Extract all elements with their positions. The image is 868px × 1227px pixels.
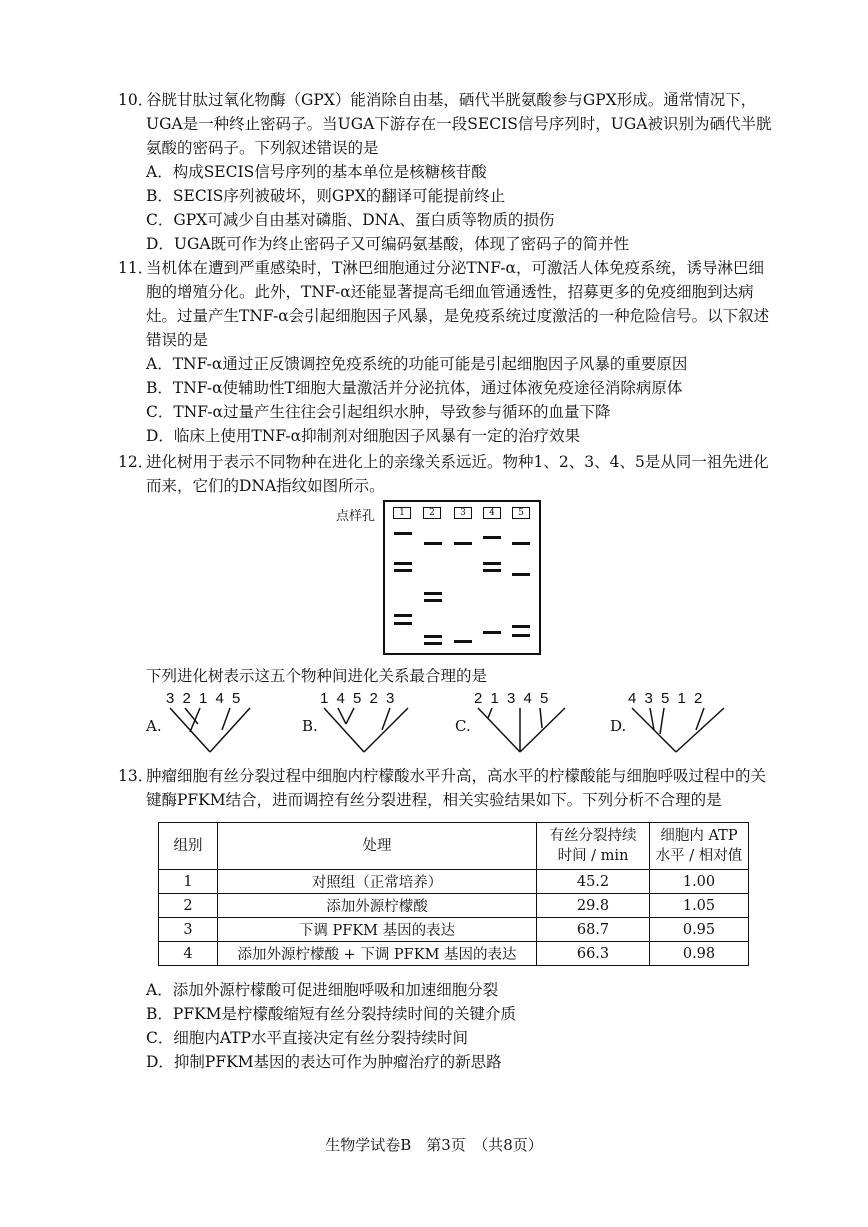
gel-band <box>454 542 472 545</box>
question-10 <box>118 88 778 256</box>
tree-option-c-letter: C. <box>455 717 471 735</box>
tree-option-b-letter: B. <box>302 717 318 735</box>
gel-band <box>512 625 530 628</box>
tree-option-d-letter: D. <box>610 717 627 735</box>
option-d: D．抑制PFKM基因的表达可作为肿瘤治疗的新思路 <box>146 1053 502 1071</box>
gel-band <box>394 569 412 572</box>
question-number: 10． <box>118 91 154 109</box>
gel-band <box>512 542 530 545</box>
cell-duration: 29.8 <box>537 894 650 918</box>
option-a: A．构成SECIS信号序列的基本单位是核糖核苷酸 <box>146 163 487 181</box>
tree-option-a-letter: A. <box>146 717 162 735</box>
option-b: B．TNF-α使辅助性T细胞大量激活并分泌抗体，通过体液免疫途径消除病原体 <box>146 379 683 397</box>
cell-group: 3 <box>159 918 218 942</box>
cell-group: 1 <box>159 870 218 894</box>
well-4: 4 <box>483 507 501 519</box>
gel-band <box>512 634 530 637</box>
header-group: 组别 <box>159 823 218 870</box>
tree-prompt: 下列进化树表示这五个物种间进化关系最合理的是 <box>146 667 488 685</box>
table-row <box>159 918 749 942</box>
option-c: C．GPX可减少自由基对磷脂、DNA、蛋白质等物质的损伤 <box>146 211 555 229</box>
table-header-row <box>159 823 749 870</box>
results-table <box>158 822 749 966</box>
page-footer: 生物学试卷B 第3页 （共8页） <box>325 1136 543 1154</box>
option-a: A．TNF-α通过正反馈调控免疫系统的功能可能是引起细胞因子风暴的重要原因 <box>146 355 688 373</box>
gel-band <box>424 642 442 645</box>
gel-band <box>512 573 530 576</box>
question-13 <box>118 764 778 812</box>
option-c: C．细胞内ATP水平直接决定有丝分裂持续时间 <box>146 1029 468 1047</box>
gel-band <box>483 562 501 565</box>
gel-band <box>424 592 442 595</box>
option-b: B．SECIS序列被破坏，则GPX的翻译可能提前终止 <box>146 187 506 205</box>
well-3: 3 <box>454 507 472 519</box>
gel-band <box>424 599 442 602</box>
question-number: 11． <box>118 259 154 277</box>
gel-band <box>483 536 501 539</box>
gel-band <box>394 622 412 625</box>
table-row <box>159 942 749 966</box>
cell-atp: 1.00 <box>650 870 749 894</box>
option-b: B．PFKM是柠檬酸缩短有丝分裂持续时间的关键介质 <box>146 1005 517 1023</box>
gel-band <box>394 562 412 565</box>
tree-c-leaves: 2 1 3 4 5 <box>474 690 551 707</box>
question-number: 12． <box>118 453 154 471</box>
question-stem: 当机体在遭到严重感染时，T淋巴细胞通过分泌TNF-α，可激活人体免疫系统，诱导淋巴细胞的增殖分化。此外，TNF-α还能显著提高毛细血管通透性，招募更多的免疫细胞到达病灶。过量产生TNF-α会引起细胞因子风暴，是免疫系统过度激活的一种危险信号。以下叙述错误的是 <box>146 259 770 349</box>
cell-group: 4 <box>159 942 218 966</box>
option-c: C．TNF-α过量产生往往会引起组织水肿，导致参与循环的血量下降 <box>146 403 611 421</box>
table-row <box>159 870 749 894</box>
well-1: 1 <box>393 507 411 519</box>
question-12 <box>118 450 778 498</box>
tree-a-leaves: 3 2 1 4 5 <box>166 690 243 707</box>
well-2: 2 <box>423 507 441 519</box>
cell-atp: 0.98 <box>650 942 749 966</box>
question-stem: 谷胱甘肽过氧化物酶（GPX）能消除自由基，硒代半胱氨酸参与GPX形成。通常情况下，UGA是一种终止密码子。当UGA下游存在一段SECIS信号序列时，UGA被识别为硒代半胱氨酸的密码子。下列叙述错误的是 <box>146 91 772 157</box>
well-5: 5 <box>512 507 530 519</box>
gel-band <box>424 542 442 545</box>
gel-band <box>483 631 501 634</box>
tree-a-diagram <box>160 706 270 756</box>
option-d: D．UGA既可作为终止密码子又可编码氨基酸，体现了密码子的简并性 <box>146 235 630 253</box>
header-atp-level: 细胞内 ATP 水平 / 相对值 <box>650 823 749 870</box>
tree-b-diagram <box>316 706 426 756</box>
cell-treatment: 添加外源柠檬酸 <box>218 894 537 918</box>
question-11 <box>118 256 778 448</box>
question-stem: 肿瘤细胞有丝分裂过程中细胞内柠檬酸水平升高，高水平的柠檬酸能与细胞呼吸过程中的关键酶PFKM结合，进而调控有丝分裂进程，相关实验结果如下。下列分析不合理的是 <box>146 767 767 809</box>
cell-duration: 68.7 <box>537 918 650 942</box>
tree-d-leaves: 4 3 5 1 2 <box>628 690 705 707</box>
tree-d-diagram <box>624 706 744 756</box>
cell-treatment: 下调 PFKM 基因的表达 <box>218 918 537 942</box>
cell-atp: 1.05 <box>650 894 749 918</box>
header-mitosis-duration: 有丝分裂持续 时间 / min <box>537 823 650 870</box>
cell-duration: 66.3 <box>537 942 650 966</box>
option-a: A．添加外源柠檬酸可促进细胞呼吸和加速细胞分裂 <box>146 981 499 999</box>
question-stem: 进化树用于表示不同物种在进化上的亲缘关系远近。物种1、2、3、4、5是从同一祖先进化而来，它们的DNA指纹如图所示。 <box>146 453 769 495</box>
header-treatment: 处理 <box>218 823 537 870</box>
gel-band <box>454 640 472 643</box>
tree-b-leaves: 1 4 5 2 3 <box>320 690 397 707</box>
cell-duration: 45.2 <box>537 870 650 894</box>
dna-fingerprint-gel <box>383 500 541 655</box>
cell-group: 2 <box>159 894 218 918</box>
question-13-options <box>118 978 778 1074</box>
option-d: D．临床上使用TNF-α抑制剂对细胞因子风暴有一定的治疗效果 <box>146 427 581 445</box>
gel-band <box>424 635 442 638</box>
tree-c-diagram <box>470 706 580 756</box>
gel-band <box>394 614 412 617</box>
question-12-prompt <box>118 664 778 688</box>
well-label: 点样孔 <box>336 509 376 524</box>
cell-treatment: 对照组（正常培养） <box>218 870 537 894</box>
cell-atp: 0.95 <box>650 918 749 942</box>
question-number: 13． <box>118 767 154 785</box>
cell-treatment: 添加外源柠檬酸 + 下调 PFKM 基因的表达 <box>218 942 537 966</box>
gel-band <box>394 532 412 535</box>
gel-band <box>483 569 501 572</box>
table-row <box>159 894 749 918</box>
